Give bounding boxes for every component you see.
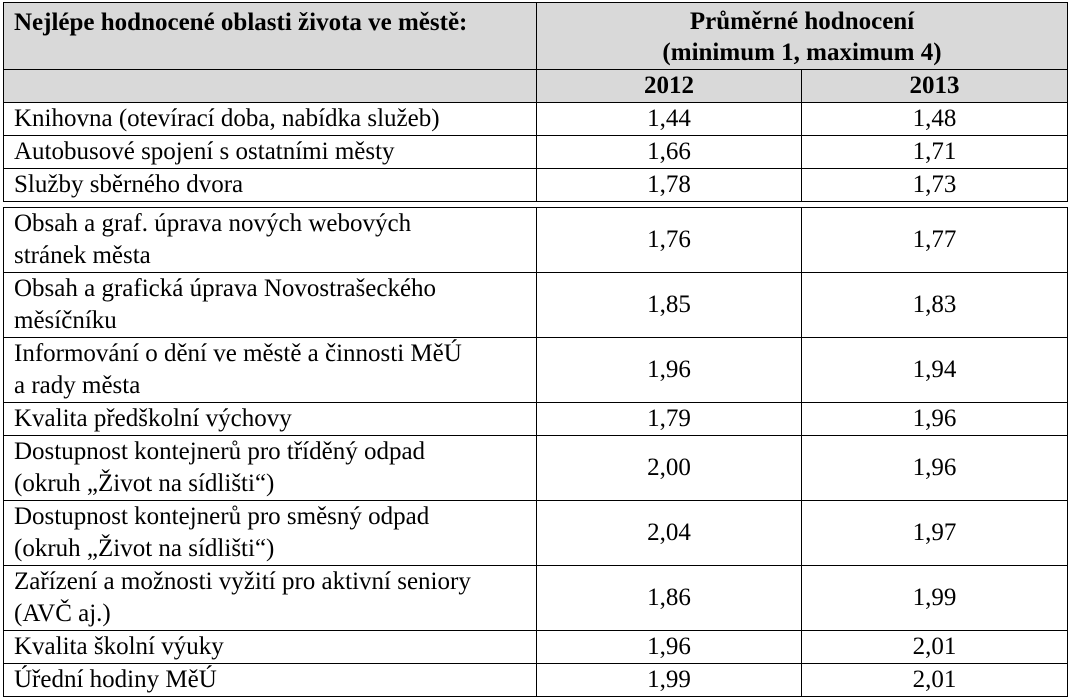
value-2012: 1,86: [537, 566, 802, 631]
row-label: [4, 631, 537, 664]
row-label: [4, 403, 537, 436]
table-row: [4, 103, 1068, 136]
row-label: [4, 338, 537, 403]
row-label-line: stránek města: [14, 242, 151, 269]
row-label-line: Dostupnost kontejnerů pro směsný odpad: [14, 503, 430, 530]
value-2013: 1,97: [802, 501, 1068, 566]
row-label-line: měsíčníku: [14, 307, 117, 334]
year-header-2012: 2012: [537, 70, 802, 103]
value-2012: 1,66: [537, 136, 802, 169]
row-label-line: Knihovna (otevírací doba, nabídka služeb): [14, 105, 440, 132]
row-label-line: (okruh „Život na sídlišti“): [14, 470, 275, 497]
row-label-line: Zařízení a možnosti vyžití pro aktivní seniory: [14, 568, 471, 595]
row-label-line: Obsah a graf. úprava nových webových: [14, 210, 412, 237]
row-label: [4, 169, 537, 202]
value-2013: 1,71: [802, 136, 1068, 169]
column-header-area: Nejlépe hodnocené oblasti života ve městě:: [4, 3, 537, 70]
row-label-line: (okruh „Život na sídlišti“): [14, 535, 275, 562]
table-row: [4, 136, 1068, 169]
table-row: [4, 631, 1068, 664]
table-row: [4, 208, 1068, 273]
table-row: [4, 273, 1068, 338]
value-2012: 2,04: [537, 501, 802, 566]
row-label-line: Dostupnost kontejnerů pro tříděný odpad: [14, 438, 426, 465]
value-2012: 1,79: [537, 403, 802, 436]
table-row: [4, 169, 1068, 202]
value-2012: 1,96: [537, 631, 802, 664]
row-label-line: Autobusové spojení s ostatními městy: [14, 138, 395, 165]
value-2013: 1,83: [802, 273, 1068, 338]
value-2012: 1,85: [537, 273, 802, 338]
table-row: [4, 566, 1068, 631]
row-label: [4, 664, 537, 697]
rating-header-line1: Průměrné hodnocení: [689, 8, 915, 35]
row-label-line: Obsah a grafická úprava Novostrašeckého: [14, 275, 437, 302]
row-label: [4, 501, 537, 566]
table-row: [4, 338, 1068, 403]
row-label-line: a rady města: [14, 372, 141, 399]
value-2012: 2,00: [537, 436, 802, 501]
year-header-row: [4, 70, 1068, 103]
row-label: [4, 103, 537, 136]
value-2013: 2,01: [802, 631, 1068, 664]
row-label-line: Služby sběrného dvora: [14, 171, 244, 198]
value-2012: 1,76: [537, 208, 802, 273]
row-label-line: (AVČ aj.): [14, 600, 111, 627]
value-2012: 1,44: [537, 103, 802, 136]
year-header-blank: [4, 70, 537, 103]
row-label: [4, 566, 537, 631]
row-label: [4, 273, 537, 338]
row-label-line: Úřední hodiny MěÚ: [14, 666, 217, 693]
value-2013: 1,96: [802, 436, 1068, 501]
row-label-line: Informování o dění ve městě a činnosti MěÚ: [14, 340, 462, 367]
value-2013: 1,77: [802, 208, 1068, 273]
value-2012: 1,96: [537, 338, 802, 403]
row-label-line: Kvalita předškolní výchovy: [14, 405, 292, 432]
year-header-2013: 2013: [802, 70, 1068, 103]
row-label: [4, 208, 537, 273]
value-2013: 2,01: [802, 664, 1068, 697]
row-label: [4, 436, 537, 501]
header-row: [4, 3, 1068, 70]
value-2013: 1,73: [802, 169, 1068, 202]
rating-header-line2: (minimum 1, maximum 4): [662, 39, 942, 66]
table-row: [4, 664, 1068, 697]
value-2012: 1,78: [537, 169, 802, 202]
value-2012: 1,99: [537, 664, 802, 697]
table-row: [4, 436, 1068, 501]
table-body-bottom: [4, 208, 1068, 697]
table-row: [4, 501, 1068, 566]
row-label-line: Kvalita školní výuky: [14, 633, 224, 660]
value-2013: 1,96: [802, 403, 1068, 436]
value-2013: 1,94: [802, 338, 1068, 403]
table-body-top: [4, 103, 1068, 202]
row-label: [4, 136, 537, 169]
column-header-rating: [537, 3, 1068, 70]
ratings-table-container: [3, 2, 1067, 693]
value-2013: 1,48: [802, 103, 1068, 136]
value-2013: 1,99: [802, 566, 1068, 631]
table-row: [4, 403, 1068, 436]
ratings-table: [3, 2, 1068, 697]
